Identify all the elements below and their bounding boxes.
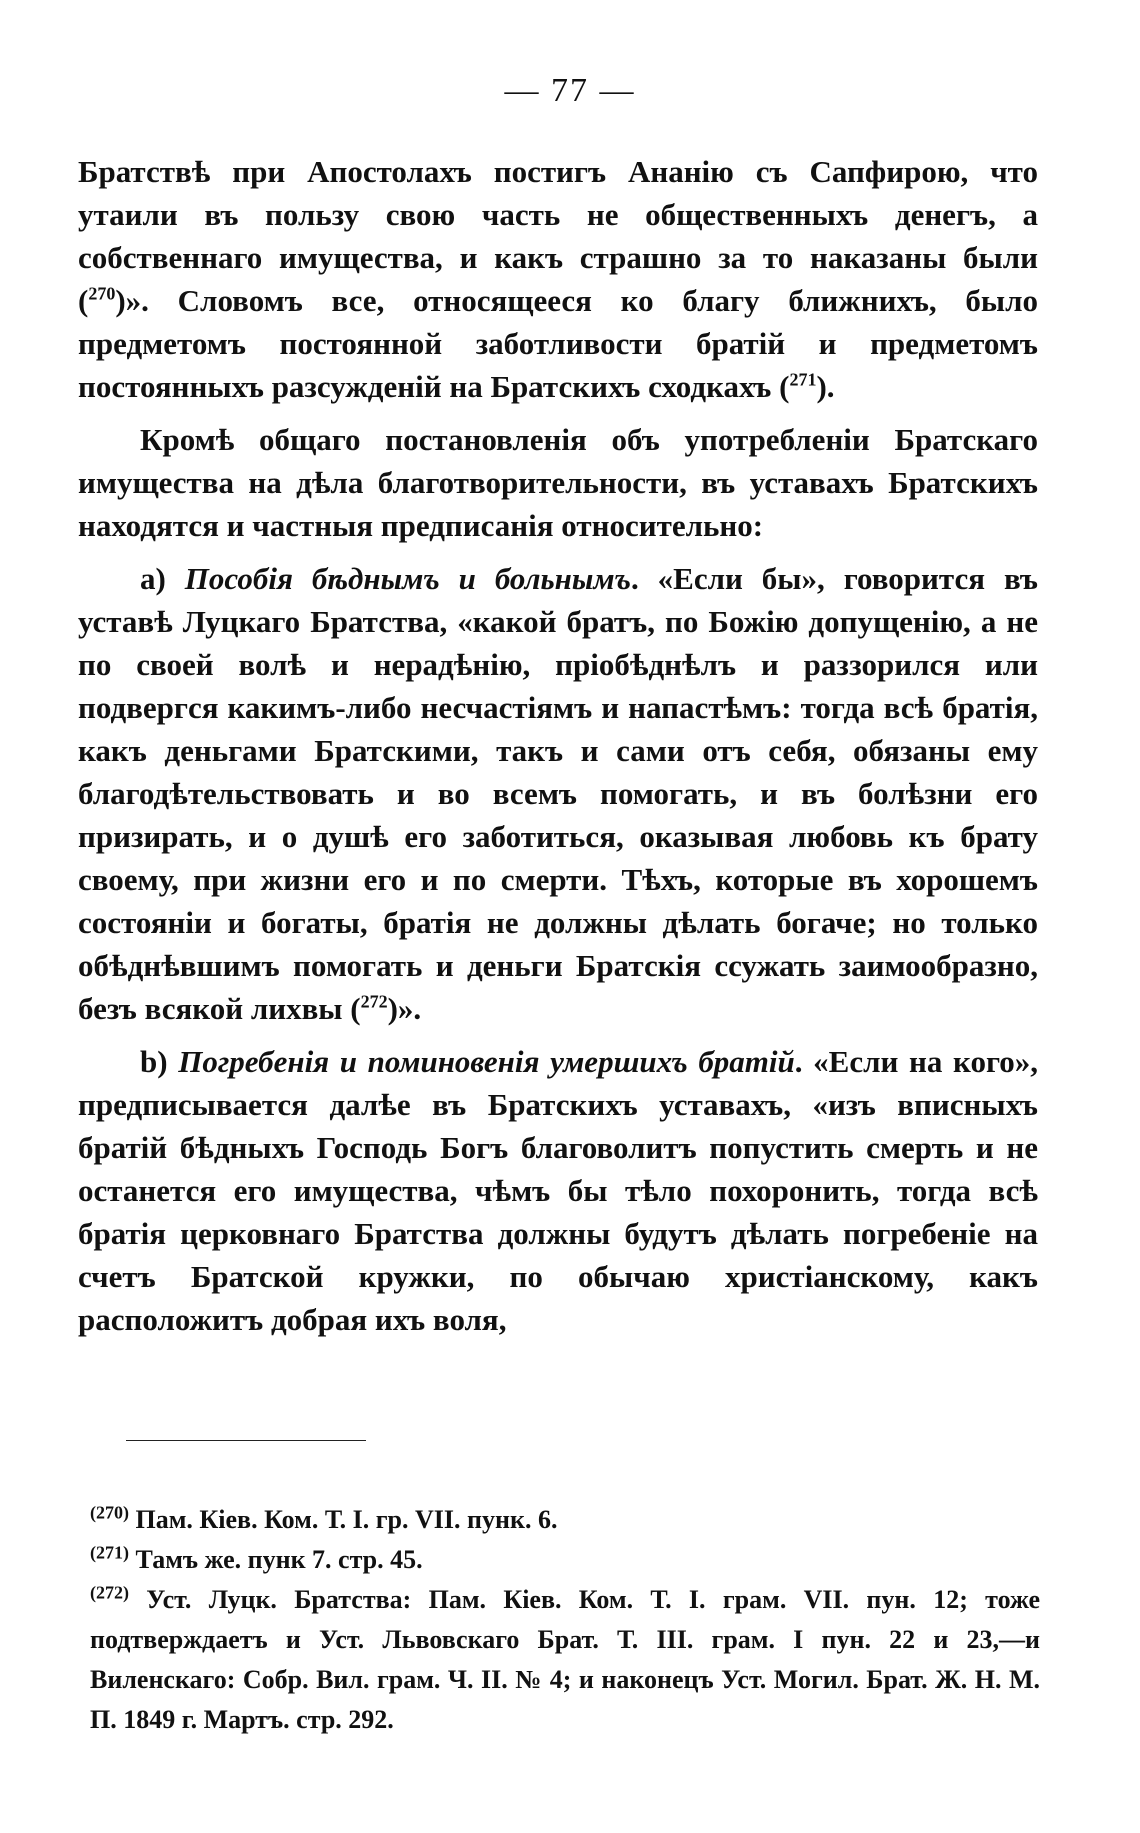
text-segment: b) xyxy=(140,1044,179,1079)
paragraph-3 xyxy=(78,557,1038,1030)
page-number: — 77 — xyxy=(504,72,636,109)
footnote-mark: (270) xyxy=(90,1502,129,1523)
footnote-ref-271[interactable]: 271 xyxy=(789,369,817,390)
section-heading-a: Пособія бѣднымъ и больнымъ xyxy=(184,561,631,596)
text-segment: )». xyxy=(387,991,422,1026)
footnote-mark: (271) xyxy=(90,1542,129,1563)
main-text xyxy=(78,150,1038,1351)
footnotes xyxy=(90,1500,1040,1740)
text-segment: Братствѣ при Апостолахъ постигъ Ананію съ Сапфирою, что утаили въ пользу свою часть не общественныхъ денегъ, а собственнаго имущества, и какъ страшно за то наказаны были ( xyxy=(78,154,1038,318)
section-heading-b: Погребенія и поминовенія умершихъ братій xyxy=(178,1044,795,1079)
footnote-270 xyxy=(90,1500,1040,1540)
text-segment: )». Словомъ все, относящееся ко благу ближнихъ, было предметомъ постоянной заботливости братій и предметомъ постоянныхъ разсужденій на Братскихъ сходкахъ ( xyxy=(78,283,1038,404)
footnote-divider xyxy=(126,1440,366,1441)
footnote-272 xyxy=(90,1580,1040,1740)
paragraph-4 xyxy=(78,1040,1038,1341)
footnote-271 xyxy=(90,1540,1040,1580)
footnote-mark: (272) xyxy=(90,1582,129,1603)
footnote-ref-270[interactable]: 270 xyxy=(88,283,116,304)
paragraph-2 xyxy=(78,418,1038,547)
text-segment: . «Если на кого», предписывается далѣе въ Братскихъ уставахъ, «изъ вписныхъ братій бѣдныхъ Господь Богъ благоволитъ попустить смерть и не останется его имущества, чѣмъ бы тѣло похоронить, тогда всѣ братія церковнаго Братства должны будутъ дѣлать погребеніе на счетъ Братской кружки, по обычаю христіанскому, какъ расположитъ добрая ихъ воля, xyxy=(78,1044,1038,1337)
footnote-text: Уст. Луцк. Братства: Пам. Кіев. Ком. Т. I. грам. VII. пун. 12; тоже подтверждаетъ и Уст. Львовскаго Брат. Т. III. грам. I пун. 22 и 23,—и Виленскаго: Собр. Вил. грам. Ч. II. № 4; и наконецъ Уст. Могил. Брат. Ж. Н. М. П. 1849 г. Мартъ. стр. 292. xyxy=(90,1585,1040,1734)
text-segment: . «Если бы», говорится въ уставѣ Луцкаго Братства, «какой братъ, по Божію допущенію, а не по своей волѣ и нерадѣнію, пріобѣднѣлъ и раззорился или подвергся какимъ-либо несчастіямъ и напастѣмъ: тогда всѣ братія, какъ деньгами Братскими, такъ и сами отъ себя, обязаны ему благодѣтельствовать и во всемъ помогать, и въ болѣзни его призирать, и о душѣ его заботиться, оказывая любовь къ брату своему, при жизни его и по смерти. Тѣхъ, которые въ хорошемъ состояніи и богаты, братія не должны дѣлать богаче; но только обѣднѣвшимъ помогать и деньги Братскія ссужать заимообразно, безъ всякой лихвы ( xyxy=(78,561,1038,1026)
text-segment: a) xyxy=(140,561,185,596)
paragraph-1 xyxy=(78,150,1038,408)
footnote-text: Пам. Кіев. Ком. Т. I. гр. VII. пунк. 6. xyxy=(129,1505,558,1534)
footnote-ref-272[interactable]: 272 xyxy=(360,991,388,1012)
text-segment: Кромѣ общаго постановленія объ употребленіи Братскаго имущества на дѣла благотворительности, въ уставахъ Братскихъ находятся и частныя предписанія относительно: xyxy=(78,422,1038,543)
footnote-text: Тамъ же. пунк 7. стр. 45. xyxy=(129,1545,423,1574)
text-segment: ). xyxy=(816,369,835,404)
